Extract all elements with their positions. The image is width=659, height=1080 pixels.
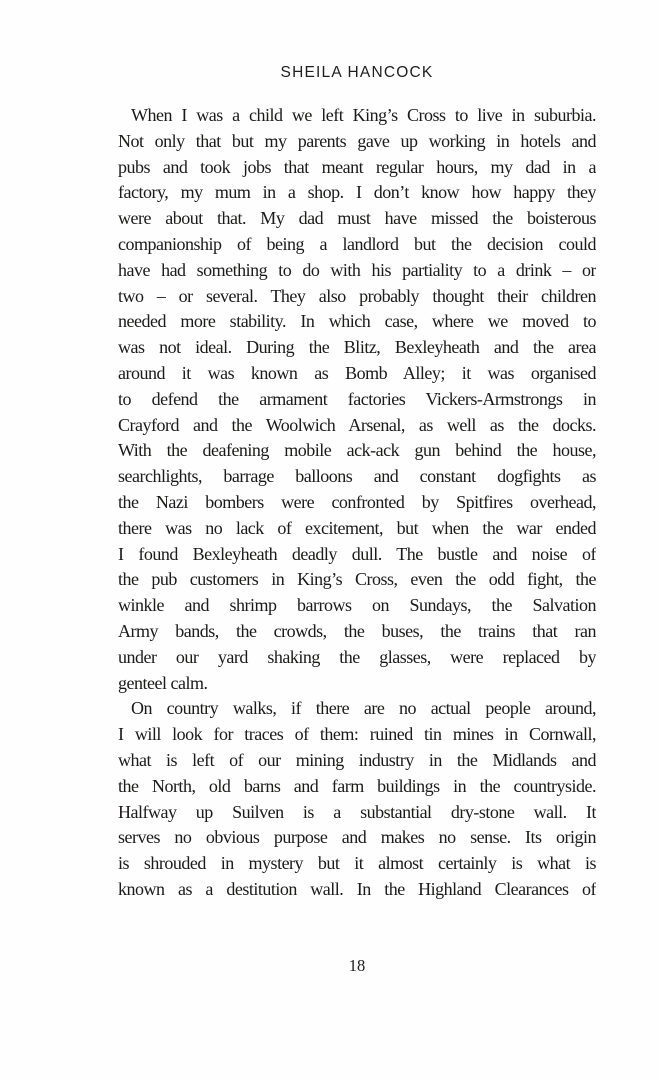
text-line: the pub customers in King’s Cross, even the odd fight, the [118,569,596,590]
page-number: 18 [348,956,366,975]
text-line: Not only that but my parents gave up working in hotels and [118,130,596,151]
text-line: Crayford and the Woolwich Arsenal, as well as the docks. [118,414,596,435]
body-text [118,103,596,903]
text-line: I found Bexleyheath deadly dull. The bustle and noise of [118,543,596,564]
text-line: When I was a child we left King’s Cross to live in suburbia. [131,105,596,125]
text-line: the North, old barns and farm buildings in the countryside. [118,775,596,796]
text-line: the Nazi bombers were confronted by Spitfires overhead, [118,491,596,512]
text-line: pubs and took jobs that meant regular hours, my dad in a [118,156,596,177]
text-line: On country walks, if there are no actual people around, [131,698,596,719]
text-line: With the deafening mobile ack-ack gun behind the house, [118,440,596,461]
text-line: genteel calm. [118,672,208,693]
text-line: under our yard shaking the glasses, were replaced by [118,646,596,667]
text-line: needed more stability. In which case, where we moved to [118,311,596,332]
text-line: there was no lack of excitement, but when the war ended [118,517,596,538]
text-line: Army bands, the crowds, the buses, the trains that ran [118,620,596,641]
text-line: Halfway up Suilven is a substantial dry-stone wall. It [118,801,596,822]
text-line: searchlights, barrage balloons and constant dogfights as [118,466,596,487]
text-line: is shrouded in mystery but it almost certainly is what is [118,853,596,874]
text-line: were about that. My dad must have missed the boisterous [118,208,596,229]
text-line: around it was known as Bomb Alley; it was organised [118,362,596,383]
text-line: I will look for traces of them: ruined tin mines in Cornwall, [118,724,596,745]
text-line: winkle and shrimp barrows on Sundays, the Salvation [118,595,596,616]
text-line: was not ideal. During the Blitz, Bexleyheath and the area [118,337,596,358]
text-line: serves no obvious purpose and makes no sense. Its origin [118,827,596,848]
text-line: have had something to do with his partiality to a drink – or [118,259,596,280]
text-line: two – or several. They also probably thought their children [118,285,596,306]
running-header: SHEILA HANCOCK [280,64,434,81]
text-line: what is left of our mining industry in the Midlands and [118,749,596,770]
text-line: known as a destitution wall. In the Highland Clearances of [118,878,596,899]
text-line: companionship of being a landlord but the decision could [118,233,596,254]
text-line: to defend the armament factories Vickers-Armstrongs in [118,388,596,409]
text-line: factory, my mum in a shop. I don’t know how happy they [118,182,596,203]
